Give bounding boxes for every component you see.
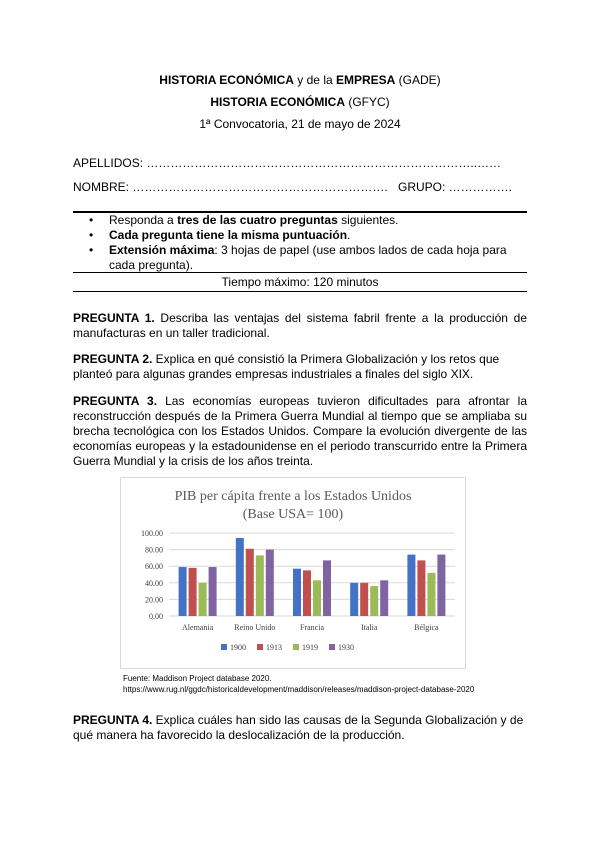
question-3-text: Las economías europeas tuvieron dificultades para afrontar la reconstrucción después de la Primera Guerra Mundial al tiempo que se ampliaba su brecha tecnológica con los Estados Unidos. Compare la evolución divergente de las economías europeas y la estadounidense en el periodo transcurrido entre la Primera Guerra Mundial y la crisis de los años treinta. — [73, 394, 527, 468]
question-4-text: Explica cuáles han sido las causas de la Segunda Globalización y de qué manera ha favorecido la deslocalización de la producción. — [73, 713, 524, 742]
course-name: HISTORIA ECONÓMICA — [159, 73, 294, 87]
grupo-field: GRUPO: ……………. — [398, 180, 513, 194]
bar — [293, 569, 301, 616]
bar — [360, 583, 368, 616]
instructions-list — [73, 213, 525, 273]
question-4 — [73, 713, 527, 743]
bar — [323, 560, 331, 616]
category-label: Italia — [360, 623, 378, 632]
course-name-2: EMPRESA — [336, 73, 396, 87]
instruction-item: • Extensión máxima: 3 hojas de papel (use ambos lados de cada hoja para cada pregunta). — [73, 243, 525, 273]
bar — [256, 555, 264, 616]
instructions-bottom-rule — [73, 291, 527, 292]
bar — [209, 567, 217, 616]
y-tick-label: 0.00 — [149, 612, 163, 621]
course-code-2: (GFYC) — [345, 95, 390, 109]
bar — [246, 549, 254, 616]
bar — [407, 555, 415, 616]
bar — [417, 560, 425, 616]
instructions-mid-rule — [73, 272, 527, 273]
question-2 — [73, 352, 527, 382]
legend-swatch — [293, 644, 299, 650]
course-code: (GADE) — [395, 73, 441, 87]
source-url: https://www.rug.nl/ggdc/historicaldevelopment/maddison/releases/maddison-project-database-2020 — [123, 685, 475, 694]
nombre-field: NOMBRE: ………………………………………………………. — [73, 180, 388, 194]
bar — [437, 555, 445, 616]
apellidos-field: APELLIDOS: ………………………………………………………………………..…… — [73, 156, 502, 170]
y-tick-label: 100.00 — [141, 529, 163, 538]
question-3 — [73, 394, 527, 469]
bar — [266, 550, 274, 616]
bar — [236, 538, 244, 616]
chart-title: PIB per cápita frente a los Estados Unidos — [174, 489, 412, 504]
question-3-label: PREGUNTA 3. — [73, 394, 158, 408]
question-4-label: PREGUNTA 4. — [73, 713, 153, 727]
bar — [189, 568, 197, 616]
bar — [370, 586, 378, 616]
instruction-item: • Responda a tres de las cuatro preguntas siguientes. — [73, 213, 525, 228]
question-1-label: PREGUNTA 1. — [73, 311, 155, 325]
gdp-chart — [120, 477, 466, 669]
legend-swatch — [329, 644, 335, 650]
course-name-3: HISTORIA ECONÓMICA — [210, 95, 345, 109]
legend-swatch — [257, 644, 263, 650]
course-conj: y de la — [293, 73, 336, 87]
course-title-2 — [0, 95, 600, 109]
question-1-text: Describa las ventajas del sistema fabril frente a la producción de manufacturas en un taller tradicional. — [73, 311, 527, 340]
legend-label: 1913 — [266, 643, 282, 652]
question-2-label: PREGUNTA 2. — [73, 352, 153, 366]
category-label: Bélgica — [414, 623, 439, 632]
category-label: Alemania — [182, 623, 214, 632]
chart-source — [123, 673, 474, 695]
instruction-item: • Cada pregunta tiene la misma puntuación. — [73, 228, 525, 243]
y-tick-label: 80.00 — [145, 545, 163, 555]
time-limit: Tiempo máximo: 120 minutos — [221, 275, 379, 289]
bar — [427, 573, 435, 616]
exam-date: 1ª Convocatoria, 21 de mayo de 2024 — [199, 117, 401, 131]
category-label: Francia — [300, 623, 324, 632]
legend-label: 1919 — [302, 643, 318, 652]
bar — [313, 580, 321, 616]
question-1 — [73, 311, 527, 341]
source-line-1: Fuente: Maddison Project database 2020. — [123, 674, 272, 683]
category-label: Reino Unido — [234, 623, 276, 632]
gdp-chart-svg — [121, 478, 465, 668]
chart-subtitle: (Base USA= 100) — [242, 507, 344, 522]
bar — [303, 570, 311, 616]
y-tick-label: 20.00 — [145, 595, 163, 605]
bar — [380, 580, 388, 616]
legend-swatch — [221, 644, 227, 650]
bar — [350, 583, 358, 616]
legend-label: 1930 — [338, 643, 354, 652]
question-2-text: Explica en qué consistió la Primera Globalización y los retos que planteó para algunas grandes empresas industriales a finales del siglo XIX. — [73, 352, 500, 381]
bar — [199, 583, 207, 616]
legend-label: 1900 — [230, 643, 246, 652]
course-title-1 — [0, 73, 600, 87]
y-tick-label: 40.00 — [145, 578, 163, 588]
bar — [179, 567, 187, 616]
y-tick-label: 60.00 — [145, 562, 163, 572]
